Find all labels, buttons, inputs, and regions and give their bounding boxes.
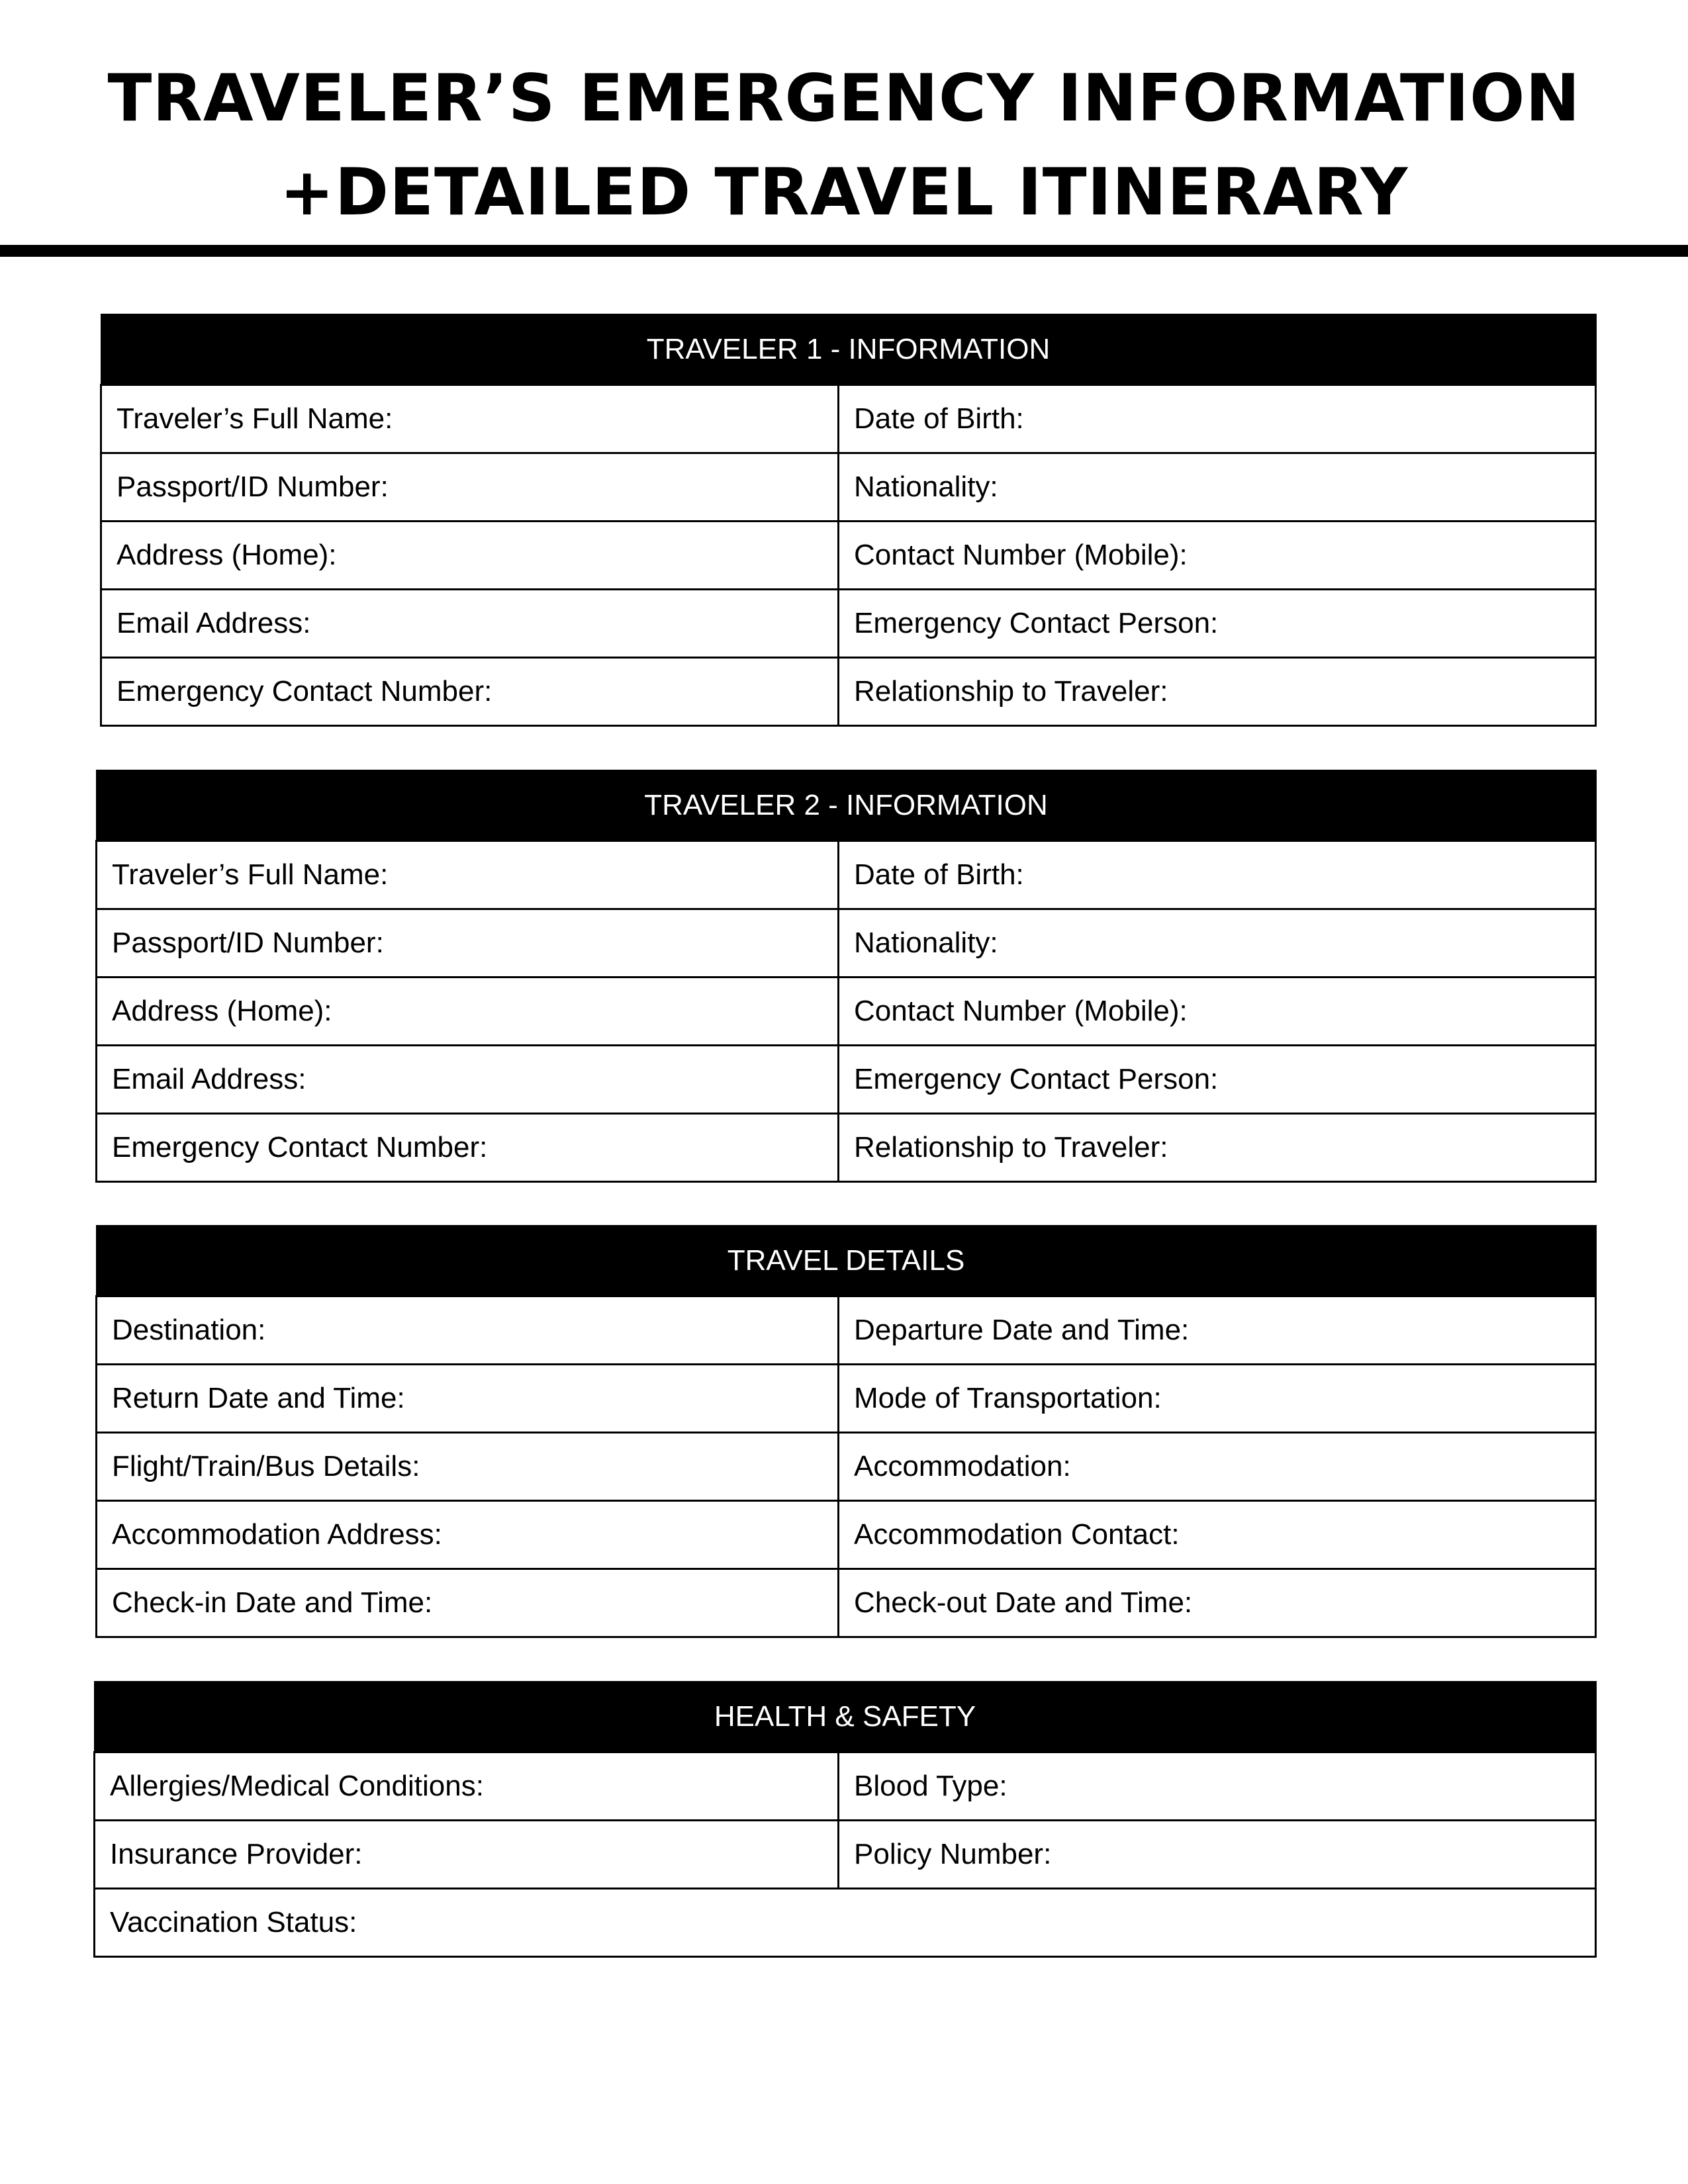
table-row [97,1114,1596,1182]
title-divider [0,245,1688,257]
accommodation-field[interactable]: Accommodation: [839,1433,1596,1501]
check-out-field[interactable]: Check-out Date and Time: [839,1569,1596,1637]
relationship-field[interactable]: Relationship to Traveler: [839,658,1596,726]
table-row [101,385,1596,453]
emergency-contact-number-field[interactable]: Emergency Contact Number: [101,658,839,726]
table-row [101,658,1596,726]
full-name-field[interactable]: Traveler’s Full Name: [97,841,839,909]
accommodation-contact-field[interactable]: Accommodation Contact: [839,1501,1596,1569]
flight-train-bus-field[interactable]: Flight/Train/Bus Details: [97,1433,839,1501]
table-row [95,1889,1596,1957]
table-row [97,909,1596,978]
table-row [97,1365,1596,1433]
policy-number-field[interactable]: Policy Number: [839,1821,1596,1889]
email-field[interactable]: Email Address: [101,590,839,658]
passport-id-field[interactable]: Passport/ID Number: [97,909,839,978]
table-row [95,1752,1596,1821]
nationality-field[interactable]: Nationality: [839,453,1596,522]
email-field[interactable]: Email Address: [97,1046,839,1114]
travel-details-heading: TRAVEL DETAILS [97,1226,1596,1297]
title-line-2: +DETAILED TRAVEL ITINERARY [279,155,1409,230]
table-header-row [95,1682,1596,1752]
emergency-contact-person-field[interactable]: Emergency Contact Person: [839,590,1596,658]
blood-type-field[interactable]: Blood Type: [839,1752,1596,1821]
travel-details-table [95,1225,1597,1638]
health-safety-table [93,1681,1597,1958]
emergency-contact-person-field[interactable]: Emergency Contact Person: [839,1046,1596,1114]
allergies-field[interactable]: Allergies/Medical Conditions: [95,1752,839,1821]
table-header-row [101,314,1596,385]
check-in-field[interactable]: Check-in Date and Time: [97,1569,839,1637]
table-row [97,1501,1596,1569]
relationship-field[interactable]: Relationship to Traveler: [839,1114,1596,1182]
full-name-field[interactable]: Traveler’s Full Name: [101,385,839,453]
traveler-1-heading: TRAVELER 1 - INFORMATION [101,314,1596,385]
home-address-field[interactable]: Address (Home): [101,522,839,590]
table-row [101,590,1596,658]
traveler-2-table [95,770,1597,1183]
table-row [97,1046,1596,1114]
accommodation-address-field[interactable]: Accommodation Address: [97,1501,839,1569]
emergency-contact-number-field[interactable]: Emergency Contact Number: [97,1114,839,1182]
table-row [101,522,1596,590]
table-row [101,453,1596,522]
table-row [97,1569,1596,1637]
date-of-birth-field[interactable]: Date of Birth: [839,841,1596,909]
home-address-field[interactable]: Address (Home): [97,978,839,1046]
table-row [97,978,1596,1046]
title-line-1: TRAVELER’S EMERGENCY INFORMATION [107,61,1581,136]
return-field[interactable]: Return Date and Time: [97,1365,839,1433]
page-title [0,52,1688,240]
date-of-birth-field[interactable]: Date of Birth: [839,385,1596,453]
traveler-1-table [100,314,1597,727]
mobile-number-field[interactable]: Contact Number (Mobile): [839,978,1596,1046]
table-header-row [97,1226,1596,1297]
mobile-number-field[interactable]: Contact Number (Mobile): [839,522,1596,590]
transportation-mode-field[interactable]: Mode of Transportation: [839,1365,1596,1433]
passport-id-field[interactable]: Passport/ID Number: [101,453,839,522]
table-header-row [97,770,1596,841]
table-row [97,841,1596,909]
insurance-provider-field[interactable]: Insurance Provider: [95,1821,839,1889]
nationality-field[interactable]: Nationality: [839,909,1596,978]
table-row [97,1433,1596,1501]
destination-field[interactable]: Destination: [97,1297,839,1365]
table-row [97,1297,1596,1365]
departure-field[interactable]: Departure Date and Time: [839,1297,1596,1365]
health-safety-heading: HEALTH & SAFETY [95,1682,1596,1752]
traveler-2-heading: TRAVELER 2 - INFORMATION [97,770,1596,841]
table-row [95,1821,1596,1889]
vaccination-status-field[interactable]: Vaccination Status: [95,1889,1596,1957]
